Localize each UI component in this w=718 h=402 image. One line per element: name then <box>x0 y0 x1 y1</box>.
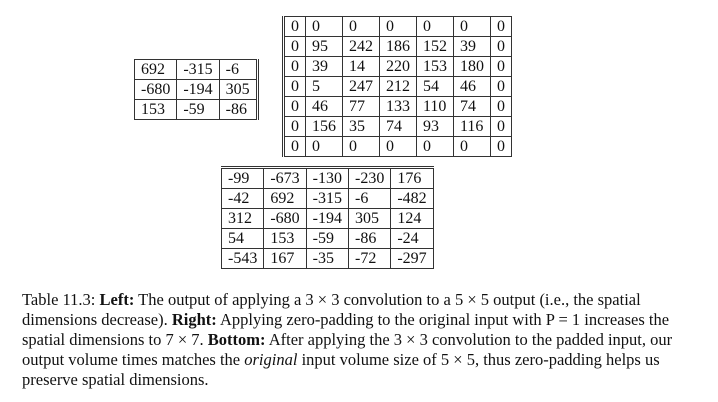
bottom-padded-output-table <box>221 166 434 269</box>
table-cell: 156 <box>306 117 343 137</box>
table-caption <box>22 290 702 390</box>
table-cell: 692 <box>264 189 306 209</box>
table-cell: -24 <box>391 229 433 249</box>
caption-bottom-text-2: input volume size of 5 × 5, thus zero-padding helps us preserve spatial dimensions. <box>22 350 660 389</box>
table-cell: 242 <box>343 37 380 57</box>
table-cell: 110 <box>417 97 454 117</box>
table-cell: 116 <box>454 117 491 137</box>
table-cell: 14 <box>343 57 380 77</box>
table-cell: 0 <box>491 97 512 117</box>
table-cell: -99 <box>222 168 264 189</box>
table-cell: 167 <box>264 249 306 269</box>
table-row <box>284 97 512 117</box>
table-cell: 0 <box>454 17 491 37</box>
table-row <box>284 37 512 57</box>
table-cell: 220 <box>380 57 417 77</box>
table-cell: 0 <box>284 17 306 37</box>
table-cell: 46 <box>306 97 343 117</box>
table-cell: 0 <box>284 97 306 117</box>
table-cell: 0 <box>306 17 343 37</box>
table-cell: -194 <box>177 80 219 100</box>
caption-left-head: Left: <box>99 290 135 309</box>
table-cell: 186 <box>380 37 417 57</box>
caption-bottom-head: Bottom: <box>207 330 266 349</box>
table-cell: 77 <box>343 97 380 117</box>
left-output-table <box>134 59 259 120</box>
caption-left-text: The output of applying a 3 × 3 convolution to a 5 × 5 output (i.e., the spatial dimensions decrease). <box>22 290 641 329</box>
table-cell: 153 <box>417 57 454 77</box>
table-row <box>135 60 258 80</box>
table-cell: 0 <box>491 117 512 137</box>
table-cell: 152 <box>417 37 454 57</box>
caption-label: Table 11.3: <box>22 290 100 309</box>
table-cell: 247 <box>343 77 380 97</box>
table-row <box>222 189 434 209</box>
table-row <box>222 229 434 249</box>
table-row <box>222 168 434 189</box>
table-cell: 0 <box>380 17 417 37</box>
table-cell: -315 <box>177 60 219 80</box>
right-padded-input-table <box>282 16 512 157</box>
table-row <box>284 137 512 157</box>
table-cell: 133 <box>380 97 417 117</box>
table-cell: 54 <box>222 229 264 249</box>
table-cell: -6 <box>348 189 390 209</box>
table-cell: 124 <box>391 209 433 229</box>
table-row <box>284 117 512 137</box>
table-cell: 180 <box>454 57 491 77</box>
table-cell: 0 <box>491 137 512 157</box>
table-row <box>222 209 434 229</box>
table-cell: 0 <box>491 57 512 77</box>
table-cell: 39 <box>454 37 491 57</box>
caption-bottom-text-1: After applying the 3 × 3 convolution to the padded input, our output volume times matches the <box>22 330 673 369</box>
table-cell: 0 <box>343 17 380 37</box>
table-cell: 692 <box>135 60 177 80</box>
table-cell: 153 <box>135 100 177 120</box>
caption-emphasis-original: original <box>244 350 298 369</box>
table-cell: 46 <box>454 77 491 97</box>
caption-right-text: Applying zero-padding to the original input with P = 1 increases the spatial dimensions to 7 × 7. <box>22 310 670 349</box>
table-cell: -6 <box>219 60 257 80</box>
table-cell: -86 <box>219 100 257 120</box>
table-cell: 0 <box>491 77 512 97</box>
table-cell: -230 <box>348 168 390 189</box>
table-cell: -543 <box>222 249 264 269</box>
table-cell: 74 <box>380 117 417 137</box>
table-cell: -297 <box>391 249 433 269</box>
table-row <box>284 77 512 97</box>
table-row <box>284 57 512 77</box>
table-cell: 0 <box>491 17 512 37</box>
table-cell: 39 <box>306 57 343 77</box>
table-cell: 35 <box>343 117 380 137</box>
table-cell: 0 <box>284 117 306 137</box>
table-cell: 305 <box>348 209 390 229</box>
table-cell: 153 <box>264 229 306 249</box>
table-cell: -680 <box>264 209 306 229</box>
table-cell: 0 <box>491 37 512 57</box>
table-cell: -35 <box>306 249 348 269</box>
table-cell: 212 <box>380 77 417 97</box>
table-cell: -86 <box>348 229 390 249</box>
table-cell: -59 <box>306 229 348 249</box>
table-cell: -72 <box>348 249 390 269</box>
table-cell: 0 <box>284 57 306 77</box>
table-row <box>135 100 258 120</box>
table-cell: 0 <box>417 137 454 157</box>
table-cell: -482 <box>391 189 433 209</box>
table-cell: 0 <box>417 17 454 37</box>
table-row <box>135 80 258 100</box>
table-cell: 74 <box>454 97 491 117</box>
table-cell: 312 <box>222 209 264 229</box>
table-cell: 95 <box>306 37 343 57</box>
table-row <box>222 249 434 269</box>
table-cell: 0 <box>284 137 306 157</box>
table-cell: 5 <box>306 77 343 97</box>
table-cell: 0 <box>454 137 491 157</box>
table-cell: 0 <box>284 37 306 57</box>
table-cell: 0 <box>343 137 380 157</box>
table-cell: 0 <box>380 137 417 157</box>
caption-right-head: Right: <box>171 310 217 329</box>
table-cell: -130 <box>306 168 348 189</box>
table-cell: 93 <box>417 117 454 137</box>
table-cell: -673 <box>264 168 306 189</box>
table-cell: -59 <box>177 100 219 120</box>
table-cell: 54 <box>417 77 454 97</box>
table-cell: 176 <box>391 168 433 189</box>
table-cell: 305 <box>219 80 257 100</box>
table-cell: -194 <box>306 209 348 229</box>
table-cell: -680 <box>135 80 177 100</box>
table-cell: -315 <box>306 189 348 209</box>
table-cell: -42 <box>222 189 264 209</box>
table-cell: 0 <box>284 77 306 97</box>
table-row <box>284 17 512 37</box>
table-cell: 0 <box>306 137 343 157</box>
